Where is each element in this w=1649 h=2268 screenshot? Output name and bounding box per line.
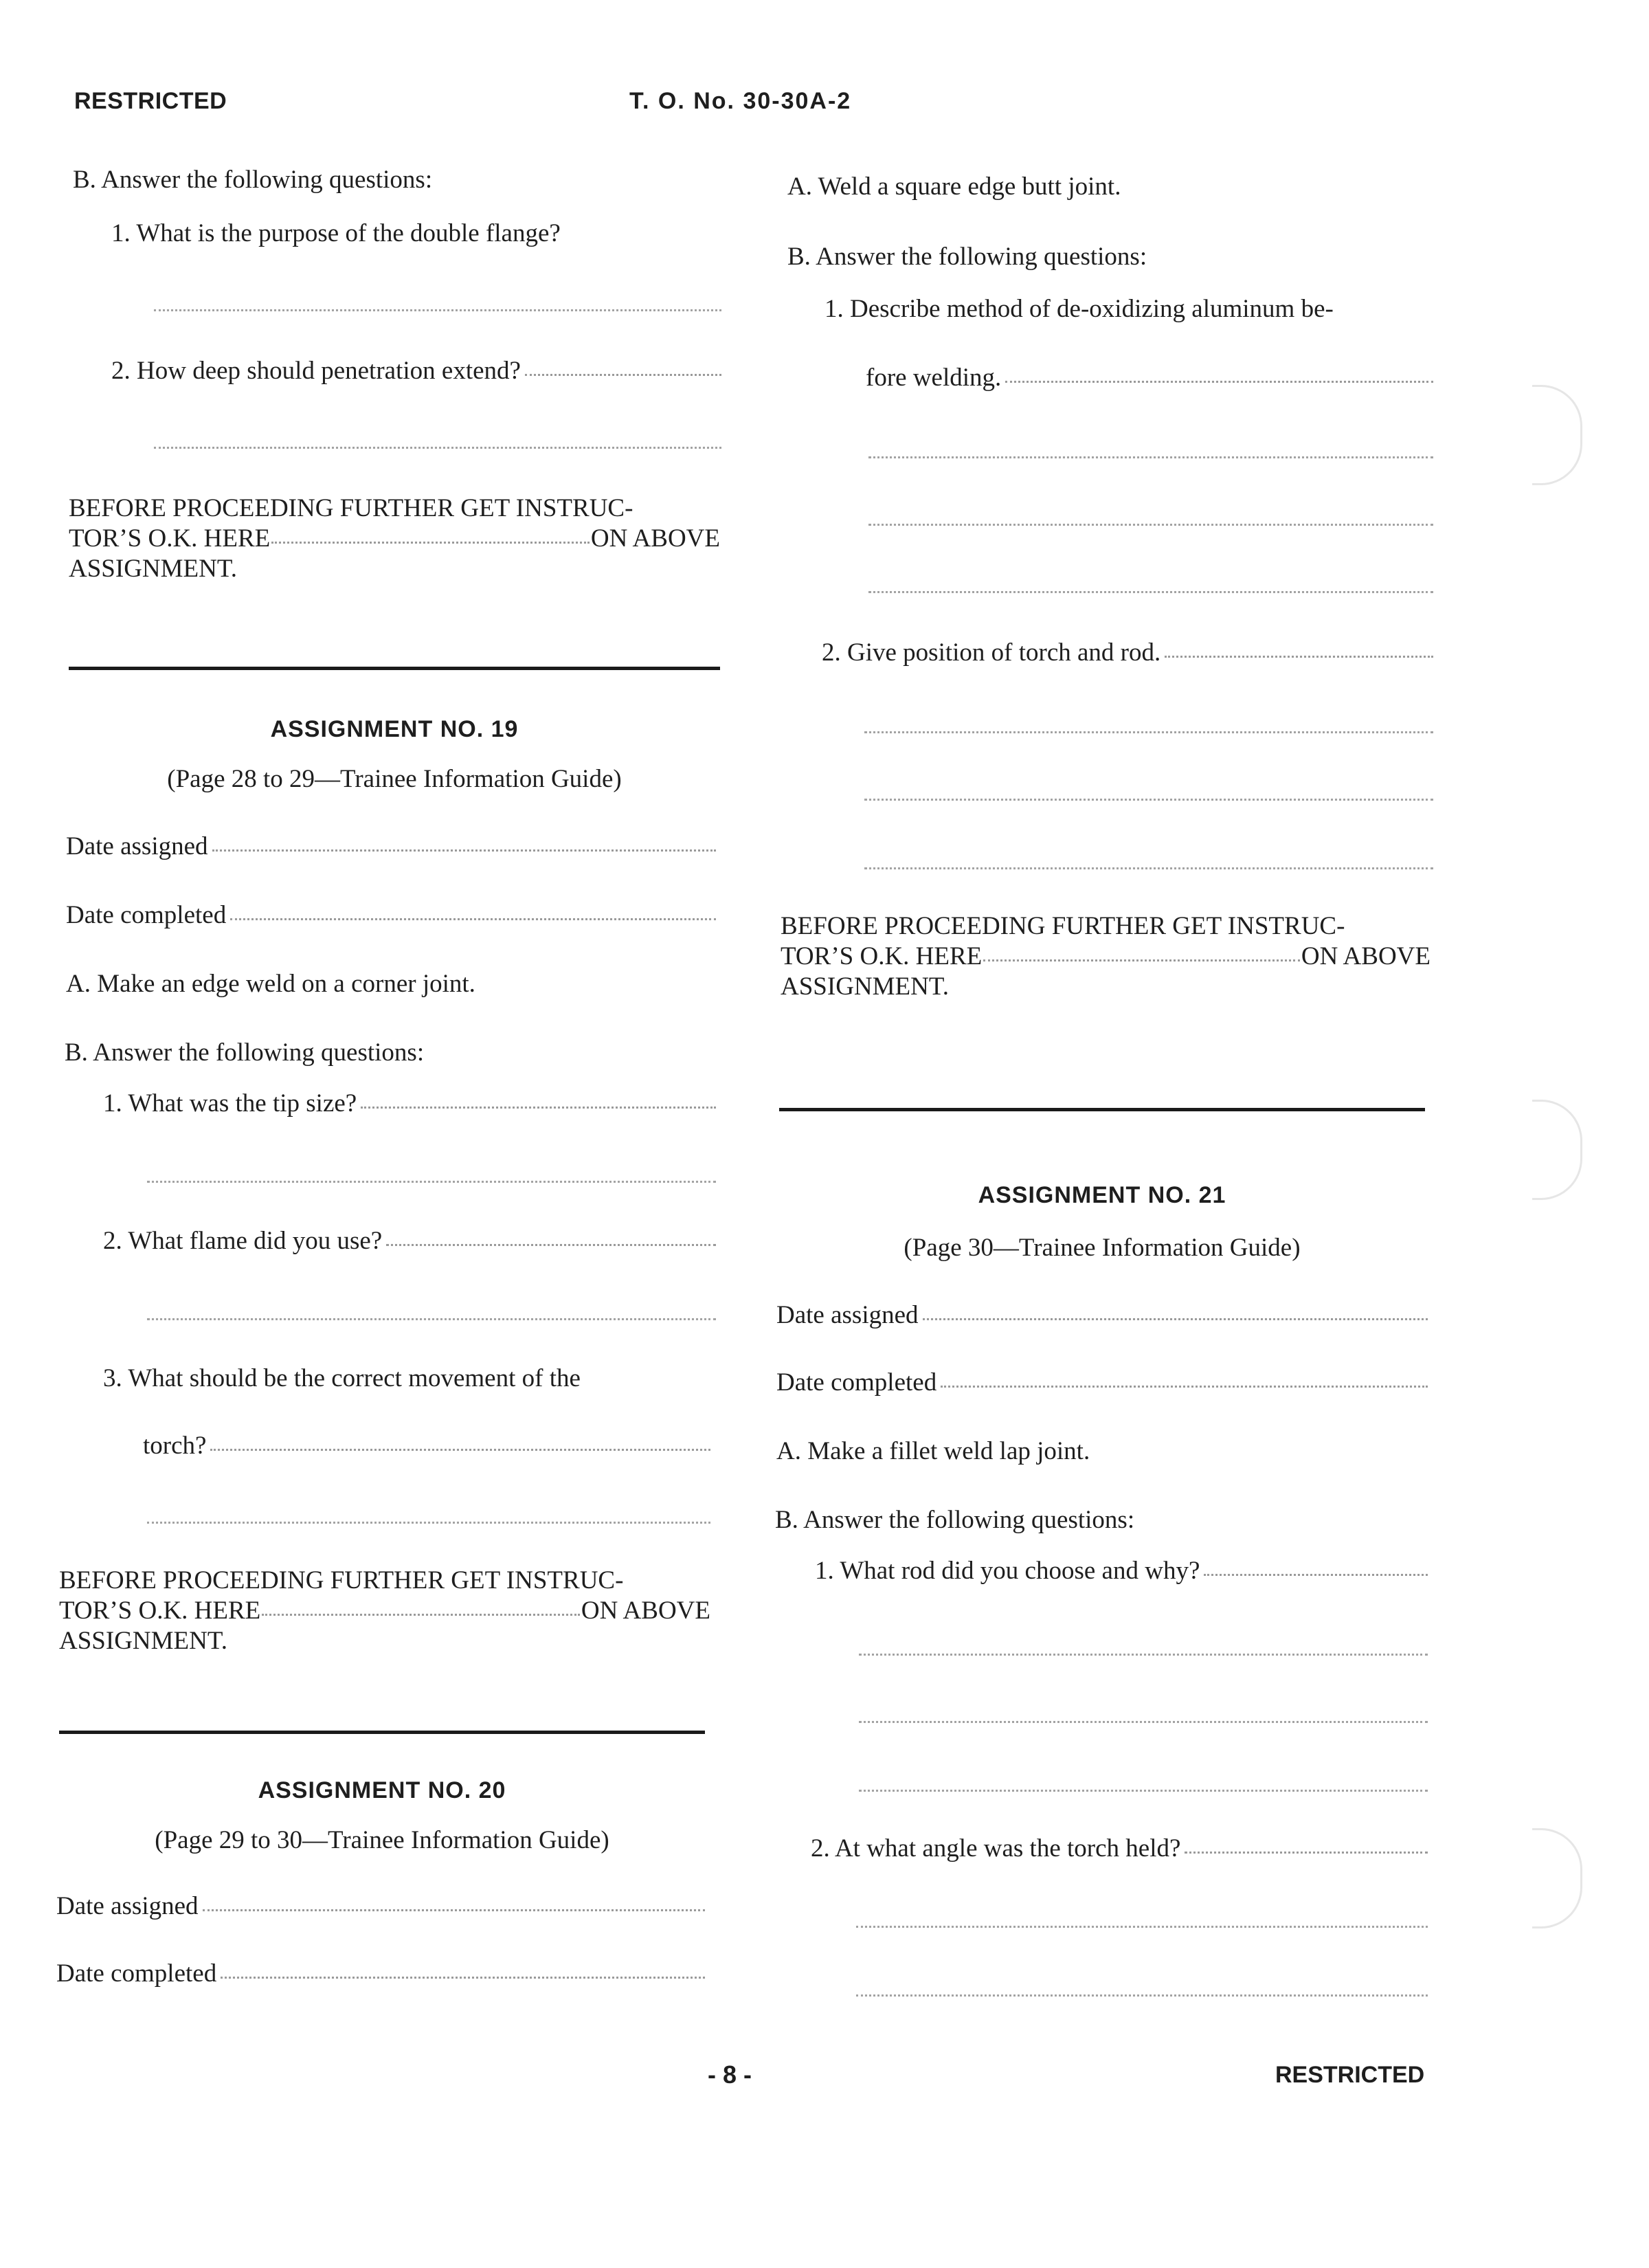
assignment-19-task: A. Make an edge weld on a corner joint.	[66, 970, 475, 998]
instructor-ok-field[interactable]	[983, 957, 1300, 961]
approval-block: BEFORE PROCEEDING FURTHER GET INSTRUC- TOR’S O.K. HERE ON ABOVE ASSIGNMENT.	[69, 494, 720, 583]
date-completed-field: Date completed	[66, 900, 716, 930]
a19-question-1: 1. What was the tip size?	[103, 1089, 716, 1118]
date-assigned-input[interactable]	[923, 1315, 1428, 1320]
section-divider	[69, 667, 720, 670]
a19-question-3-cont: torch?	[143, 1431, 710, 1460]
date-assigned-input[interactable]	[203, 1906, 705, 1911]
header-classification: RESTRICTED	[74, 88, 227, 114]
approval-block: BEFORE PROCEEDING FURTHER GET INSTRUC- TOR’S O.K. HERE ON ABOVE ASSIGNMENT.	[781, 912, 1431, 1001]
answer-line[interactable]	[868, 591, 1433, 593]
right-b-intro-21: B. Answer the following questions:	[775, 1506, 1135, 1534]
left-question-2: 2. How deep should penetration extend?	[111, 356, 721, 386]
section-divider	[59, 1731, 705, 1734]
a21-question-2: 2. At what angle was the torch held?	[811, 1834, 1428, 1863]
answer-line[interactable]	[361, 1104, 716, 1109]
instructor-ok-field[interactable]	[262, 1611, 580, 1616]
a19-question-2: 2. What flame did you use?	[103, 1226, 716, 1256]
answer-line[interactable]	[856, 1926, 1428, 1928]
answer-line[interactable]	[147, 1522, 710, 1524]
answer-line[interactable]	[210, 1446, 710, 1451]
date-completed-input[interactable]	[230, 915, 716, 920]
left-question-1: 1. What is the purpose of the double flange?	[111, 219, 561, 247]
right-question-2: 2. Give position of torch and rod.	[822, 638, 1433, 667]
date-assigned-field: Date assigned	[56, 1891, 705, 1921]
answer-line[interactable]	[1185, 1849, 1428, 1854]
assignment-21-title: ASSIGNMENT NO. 21	[978, 1182, 1226, 1208]
right-b-intro: B. Answer the following questions:	[787, 243, 1147, 271]
header-order-number: T. O. No. 30-30A-2	[629, 88, 852, 114]
answer-line[interactable]	[1165, 653, 1433, 658]
left-b-intro-19: B. Answer the following questions:	[65, 1038, 425, 1067]
answer-line[interactable]	[859, 1654, 1428, 1656]
binder-hole-mark	[1532, 1828, 1582, 1928]
date-completed-input[interactable]	[941, 1383, 1428, 1388]
section-divider	[779, 1108, 1425, 1111]
left-b-intro: B. Answer the following questions:	[73, 166, 433, 194]
answer-line[interactable]	[859, 1790, 1428, 1792]
footer-classification: RESTRICTED	[1275, 2062, 1425, 2088]
binder-hole-mark	[1532, 1100, 1582, 1200]
right-question-1: 1. Describe method of de-oxidizing aluminum be-	[824, 295, 1334, 323]
a21-question-1: 1. What rod did you choose and why?	[815, 1556, 1428, 1586]
answer-line[interactable]	[1204, 1571, 1428, 1576]
instructor-ok-field[interactable]	[271, 539, 590, 544]
answer-line[interactable]	[856, 1994, 1428, 1997]
answer-line[interactable]	[386, 1241, 716, 1246]
date-completed-field: Date completed	[776, 1368, 1428, 1397]
assignment-21-reference: (Page 30—Trainee Information Guide)	[904, 1234, 1301, 1262]
answer-line[interactable]	[1005, 378, 1433, 383]
answer-line[interactable]	[154, 447, 721, 449]
answer-line[interactable]	[859, 1721, 1428, 1723]
right-task: A. Weld a square edge butt joint.	[787, 173, 1121, 201]
right-question-1-cont: fore welding.	[866, 363, 1433, 392]
answer-line[interactable]	[525, 371, 721, 376]
assignment-20-reference: (Page 29 to 30—Trainee Information Guide)	[155, 1826, 609, 1854]
approval-block: BEFORE PROCEEDING FURTHER GET INSTRUC- TOR’S O.K. HERE ON ABOVE ASSIGNMENT.	[59, 1566, 710, 1655]
answer-line[interactable]	[864, 867, 1433, 869]
date-completed-input[interactable]	[221, 1974, 705, 1979]
binder-hole-mark	[1532, 385, 1582, 485]
assignment-20-title: ASSIGNMENT NO. 20	[258, 1777, 506, 1803]
date-assigned-field: Date assigned	[776, 1300, 1428, 1330]
assignment-19-reference: (Page 28 to 29—Trainee Information Guide)	[167, 765, 622, 793]
answer-line[interactable]	[864, 731, 1433, 733]
answer-line[interactable]	[147, 1318, 716, 1320]
date-assigned-input[interactable]	[212, 847, 716, 852]
footer-page-number: - 8 -	[708, 2060, 752, 2089]
assignment-19-title: ASSIGNMENT NO. 19	[270, 716, 519, 742]
answer-line[interactable]	[868, 524, 1433, 526]
answer-line[interactable]	[864, 799, 1433, 801]
answer-line[interactable]	[868, 456, 1433, 458]
date-assigned-field: Date assigned	[66, 832, 716, 861]
assignment-21-task: A. Make a fillet weld lap joint.	[776, 1437, 1090, 1465]
answer-line[interactable]	[147, 1181, 716, 1183]
a19-question-3: 3. What should be the correct movement of the	[103, 1364, 581, 1392]
answer-line[interactable]	[154, 309, 721, 311]
date-completed-field: Date completed	[56, 1959, 705, 1988]
